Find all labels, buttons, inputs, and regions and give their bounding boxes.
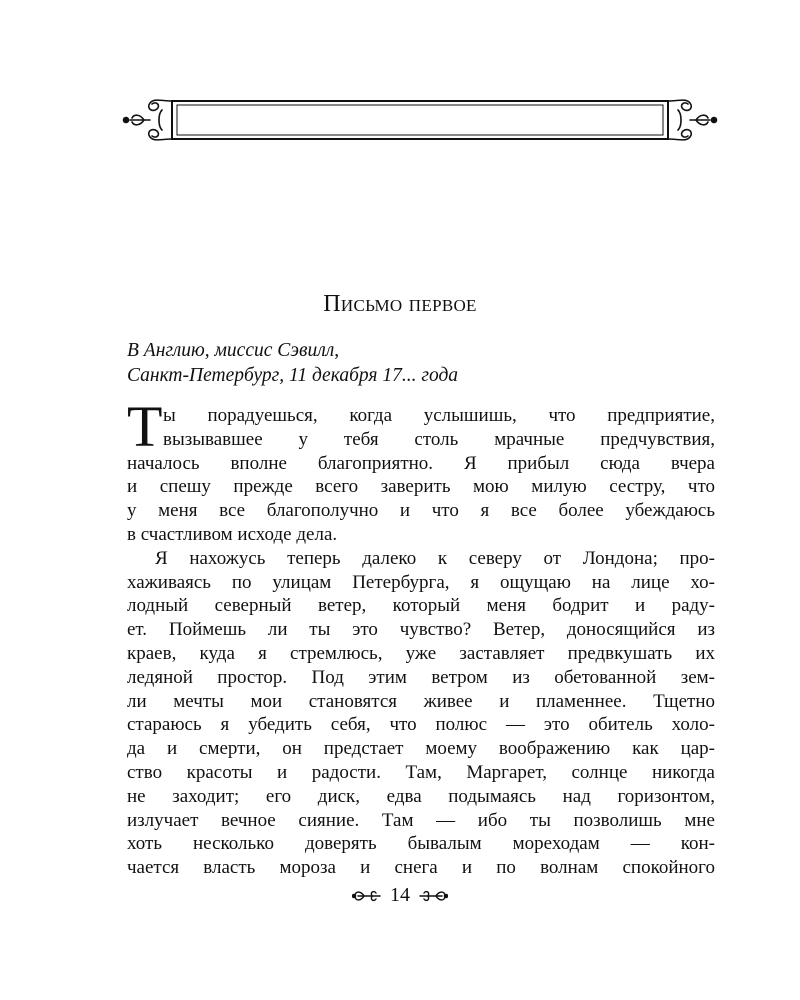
fleuron-left-icon	[352, 888, 382, 904]
text-line: излучает вечное сияние. Там — ибо ты позволишь мне	[127, 809, 715, 831]
page-number: 14	[390, 884, 410, 906]
text-line: стараюсь я убедить себя, что полюс — это обитель холо-	[127, 714, 715, 736]
scroll-frame-icon	[122, 95, 718, 145]
text-line: ство красоты и радости. Там, Маргарет, солнце никогда	[127, 761, 715, 783]
text-line: хоть несколько доверять бывалым мореходам — кон-	[127, 833, 715, 855]
text-line: чается власть мороза и снега и по волнам спокойного	[127, 857, 715, 879]
text-line: у меня все благополучно и что я все более убеждаюсь	[127, 500, 715, 522]
address-line-1: В Англию, миссис Сэвилл,	[127, 340, 340, 361]
text-line: началось вполне благоприятно. Я прибыл сюда вчера	[127, 452, 715, 474]
text-line: ледяной простор. Под этим ветром из обетованной зем-	[127, 666, 715, 688]
letter-body	[127, 394, 715, 880]
text-line: вызывавшее у тебя столь мрачные предчувствия,	[163, 428, 715, 450]
text-line: хаживаясь по улицам Петербурга, я ощущаю на лице хо-	[127, 571, 715, 593]
drop-cap: Т	[127, 394, 163, 459]
page-footer	[0, 884, 800, 907]
text-line: в счастливом исходе дела.	[127, 523, 338, 545]
text-line: ы порадуешься, когда услышишь, что предприятие,	[163, 405, 715, 426]
text-line: ли мечты мои становятся живее и пламеннее. Тщетно	[127, 690, 715, 712]
letter-address	[127, 338, 727, 388]
address-line-2: Санкт-Петербург, 11 декабря 17... года	[127, 365, 459, 386]
text-line: ет. Поймешь ли ты это чувство? Ветер, доносящийся из	[127, 619, 715, 641]
chapter-header-frame	[122, 95, 718, 145]
chapter-title: Письмо первое	[323, 291, 477, 317]
text-line: Я нахожусь теперь далеко к северу от Лондона; про-	[155, 547, 715, 569]
text-line: и спешу прежде всего заверить мою милую сестру, что	[127, 476, 715, 498]
text-line: краев, куда я стремлюсь, уже заставляет предвкушать их	[127, 642, 715, 664]
fleuron-right-icon	[418, 888, 448, 904]
text-line: лодный северный ветер, который меня бодрит и раду-	[127, 595, 715, 617]
text-line: да и смерти, он предстает моему воображению как цар-	[127, 738, 715, 760]
text-line: не заходит; его диск, едва подымаясь над горизонтом,	[127, 785, 715, 807]
